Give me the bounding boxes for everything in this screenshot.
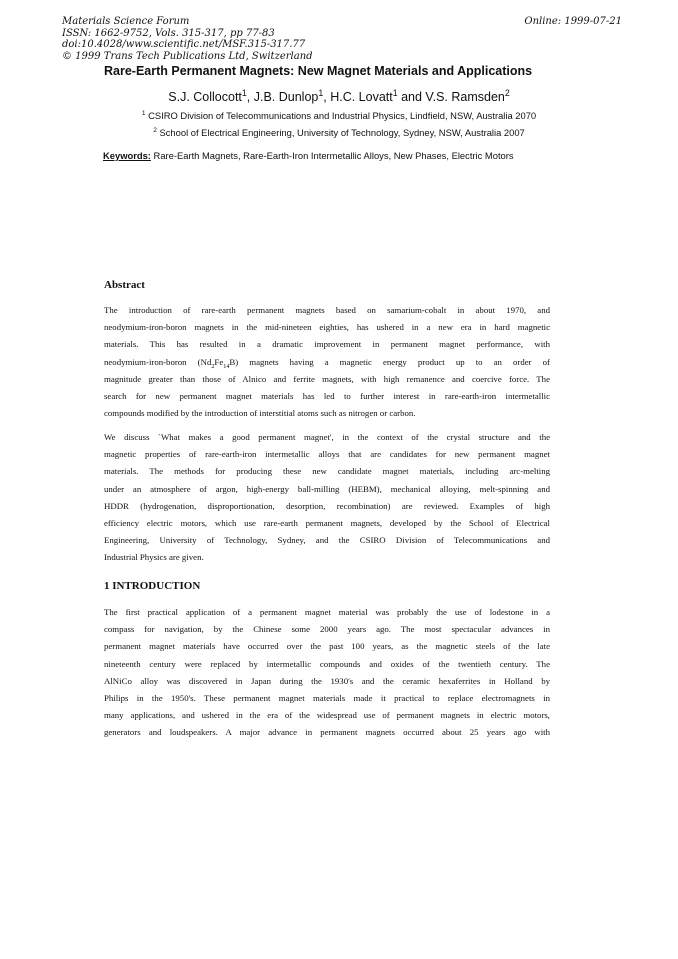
text-line: The first practical application of a permanent magnet material was probably the use of lodestone in a	[104, 607, 550, 617]
author-name: J.B. Dunlop	[253, 90, 319, 104]
text-line: neodymium-iron-boron magnets in the mid-nineteen eighties, has ushered in a new era in hard magnetic	[104, 322, 550, 333]
author-name: H.C. Lovatt	[330, 90, 393, 104]
text-line: permanent magnet materials have occurred over the past 100 years, as the magnetic steels of the late	[104, 641, 550, 652]
affiliation-text: School of Electrical Engineering, University of Technology, Sydney, NSW, Australia 2007	[159, 127, 525, 138]
issn-line: ISSN: 1662-9752, Vols. 315-317, pp 77-83	[62, 27, 275, 39]
paper-title: Rare-Earth Permanent Magnets: New Magnet Materials and Applications	[104, 64, 533, 78]
author-separator: ,	[246, 90, 254, 104]
text-line: generators and loudspeakers. A major advance in permanent magnets occurred about 25 years ago with	[104, 727, 550, 738]
author-affil-mark: 2	[504, 87, 510, 98]
text-line: Industrial Physics are given.	[104, 552, 204, 563]
affiliation-mark: 1	[141, 109, 146, 117]
abstract-paragraph-1	[104, 302, 550, 422]
journal-name: Materials Science Forum	[62, 16, 190, 27]
affiliation-1	[0, 110, 678, 121]
text-line: nineteenth century were replaced by intermetallic compounds and oxides of the twentieth century. The	[104, 658, 550, 669]
text-line: materials. The methods for producing these new candidate magnet materials, including arc-melting	[104, 466, 550, 477]
abstract-paragraph-2	[104, 429, 550, 567]
text-line: search for new permanent magnet materials has led to further interest in rare-earth-iron intermetallic	[104, 391, 550, 402]
text-fragment: Fe	[214, 356, 224, 367]
keywords	[103, 150, 550, 162]
text-line: HDDR (hydrogenation, disproportionation, desorption, recombination) are reviewed. Examples of high	[104, 500, 550, 511]
text-line: many applications, and ushered in the era of the widespread use of permanent magnets in electric motors,	[104, 710, 550, 721]
copyright-line: © 1999 Trans Tech Publications Ltd, Switzerland	[62, 50, 313, 62]
author-name: V.S. Ramsden	[425, 90, 505, 104]
author-name: S.J. Collocott	[168, 90, 242, 104]
online-date: Online: 1999-07-21	[524, 16, 622, 27]
keywords-label: Keywords:	[103, 150, 151, 161]
abstract-heading: Abstract	[104, 279, 145, 291]
author-affil-mark: 1	[392, 87, 398, 98]
journal-header	[62, 16, 313, 62]
author-separator: ,	[323, 90, 331, 104]
keywords-text: Rare-Earth Magnets, Rare-Earth-Iron Intermetallic Alloys, New Phases, Electric Motors	[153, 150, 514, 161]
subscript: 2	[211, 363, 215, 370]
text-line: We discuss `What makes a good permanent magnet', in the context of the crystal structure and the	[104, 432, 550, 442]
text-line-formula	[104, 354, 550, 371]
affiliation-2	[0, 127, 678, 138]
text-line: materials. This has resulted in a dramatic improvement in permanent magnet performance, with	[104, 339, 550, 350]
text-line: Engineering, University of Technology, Sydney, and the CSIRO Division of Telecommunications and	[104, 535, 550, 546]
subscript: 14	[223, 363, 230, 370]
author-affil-mark: 1	[318, 87, 324, 98]
affiliation-mark: 2	[153, 126, 157, 134]
doi-line: doi:10.4028/www.scientific.net/MSF.315-317.77	[62, 39, 306, 50]
author-list	[0, 87, 678, 104]
author-affil-mark: 1	[241, 87, 247, 98]
text-line: magnetic properties of rare-earth-iron intermetallic alloys that are candidates for new permanent magnet	[104, 449, 550, 460]
text-line: magnitude greater than those of Alnico and ferrite magnets, with high remanence and coercive force. The	[104, 373, 550, 384]
section-heading-introduction: 1 INTRODUCTION	[104, 580, 201, 592]
text-fragment: neodymium-iron-boron (Nd	[104, 356, 212, 367]
text-fragment: B) magnets having a magnetic energy product up to an order of	[229, 356, 550, 367]
text-line: The introduction of rare-earth permanent magnets based on samarium-cobalt in about 1970, and	[104, 305, 550, 315]
author-separator: and	[397, 90, 426, 104]
text-line: under an atmosphere of argon, high-energy ball-milling (HEBM), mechanical alloying, melt-spinning and	[104, 483, 550, 494]
text-line: AlNiCo alloy was discovered in Japan during the 1930's and the ceramic hexaferrites in Holland by	[104, 675, 550, 686]
text-line: compass for navigation, by the Chinese some 2000 years ago. The most spectacular advances in	[104, 624, 550, 635]
introduction-paragraph	[104, 604, 550, 742]
text-line: compounds modified by the introduction of interstitial atoms such as nitrogen or carbon.	[104, 408, 416, 419]
affiliation-text: CSIRO Division of Telecommunications and Industrial Physics, Lindfield, NSW, Australia 2070	[148, 110, 537, 121]
text-line: efficiency electric motors, which use rare-earth permanent magnets, developed by the School of Electrical	[104, 518, 550, 529]
text-line: Philips in the 1950's. These permanent magnet materials made it practical to replace electromagnets in	[104, 693, 550, 704]
